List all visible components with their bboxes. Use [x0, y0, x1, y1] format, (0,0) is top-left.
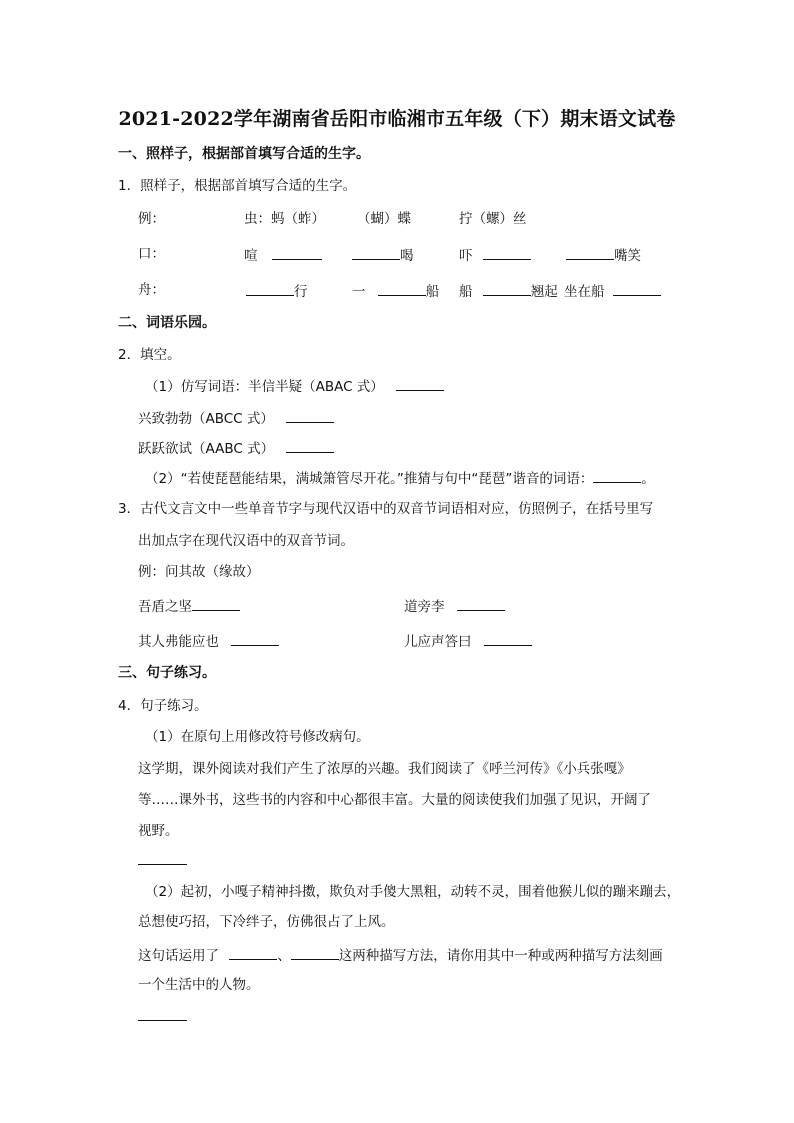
q2-part-1b-text: 兴致勃勃（ABCC 式）	[138, 411, 274, 427]
answer-blank[interactable]	[483, 245, 531, 260]
answer-blank[interactable]	[483, 281, 531, 296]
q1-boat-char-4: 坐在船	[564, 284, 605, 300]
q3-item-c-text: 其人弗能应也	[138, 634, 219, 650]
q2-part-2-text: （2）“若使琵琶能结果，满城箫管尽开花。”推猜与句中“琵琶”谐音的词语：	[145, 471, 594, 487]
q4-part-2-text-c: 这两种描写方法，请你用其中一种或两种描写方法刻画	[338, 948, 663, 964]
q1-example-3: 拧（螺）丝	[459, 211, 527, 227]
q1-boat-char-3a: 船	[459, 284, 473, 300]
q1-boat-char-1: 行	[294, 284, 308, 300]
section-heading-2: 二、词语乐园。	[118, 315, 216, 331]
question-3-stem-2: 出加点字在现代汉语中的双音节词。	[138, 533, 354, 549]
answer-blank[interactable]	[138, 1006, 187, 1021]
q4-part-2-text-b: 、	[277, 948, 291, 964]
q1-mouth-char-4: 嘴笑	[614, 248, 641, 264]
q4-part-2-line-2: 总想使巧招，下冷绊子，仿佛很占了上风。	[138, 914, 395, 930]
q3-item-a	[138, 596, 240, 616]
q4-paragraph-line-2: 等……课外书，这些书的内容和中心都很丰富。大量的阅读使我们加强了见识，开阔了	[138, 792, 651, 808]
q2-part-1	[145, 376, 444, 396]
q1-mouth-label: 口：	[138, 246, 165, 262]
section-heading-3: 三、句子练习。	[118, 665, 216, 681]
q2-part-1c-text: 跃跃欲试（AABC 式）	[138, 441, 275, 457]
q1-mouth-char-3: 吓	[459, 248, 473, 264]
answer-blank[interactable]	[593, 468, 641, 483]
question-3-stem-1: 3．古代文言文中一些单音节字与现代汉语中的双音节词语相对应，仿照例子，在括号里写	[118, 501, 654, 517]
answer-blank[interactable]	[566, 245, 614, 260]
q4-part-2-answer[interactable]	[138, 1006, 187, 1021]
q2-part-2-end: 。	[641, 471, 655, 487]
q1-boat-item-2	[352, 281, 439, 301]
q4-part-2-line-3	[138, 945, 663, 965]
question-4-stem: 4．句子练习。	[118, 698, 208, 714]
q1-boat-item-3	[459, 281, 558, 301]
answer-blank[interactable]	[229, 945, 277, 960]
answer-blank[interactable]	[231, 631, 279, 646]
answer-blank[interactable]	[138, 850, 187, 865]
q1-boat-char-2b: 船	[425, 284, 440, 300]
q2-part-1b	[138, 408, 334, 428]
q4-part-2-line-1: （2）起初，小嘎子精神抖擞，欺负对手傻大黑粗，动转不灵，围着他猴儿似的蹦来蹦去，	[145, 884, 681, 900]
q1-boat-item-1	[246, 281, 308, 301]
q3-example: 例：问其故（缘故）	[138, 564, 260, 580]
question-1-stem: 1．照样子，根据部首填写合适的生字。	[118, 178, 357, 194]
answer-blank[interactable]	[613, 281, 661, 296]
q4-paragraph-line-3: 视野。	[138, 823, 179, 839]
answer-blank[interactable]	[246, 281, 294, 296]
q1-mouth-char-1: 喧	[244, 248, 258, 264]
answer-blank[interactable]	[286, 438, 334, 453]
answer-blank[interactable]	[272, 245, 322, 260]
q4-part-1: （1）在原句上用修改符号修改病句。	[145, 729, 370, 745]
q3-item-a-text: 吾盾之坚	[138, 599, 192, 615]
answer-blank[interactable]	[484, 631, 532, 646]
q3-item-d-text: 儿应声答曰	[404, 634, 472, 650]
q1-example-2: （蝴）蝶	[357, 211, 411, 227]
answer-blank[interactable]	[352, 245, 400, 260]
answer-blank[interactable]	[396, 376, 444, 391]
q4-part-1-answer[interactable]	[138, 850, 187, 865]
q4-paragraph-line-1: 这学期，课外阅读对我们产生了浓厚的兴趣。我们阅读了《呼兰河传》《小兵张嘎》	[138, 761, 631, 777]
q4-part-2-text-a: 这句话运用了	[138, 948, 219, 964]
q1-boat-item-4	[564, 281, 661, 301]
q1-boat-label: 舟：	[138, 282, 165, 298]
answer-blank[interactable]	[291, 945, 339, 960]
q3-item-b	[404, 596, 505, 616]
q3-item-d	[404, 631, 532, 651]
q1-example-1: 虫：蚂（蚱）	[244, 211, 325, 227]
q1-mouth-char-2: 喝	[400, 248, 414, 264]
question-2-stem: 2．填空。	[118, 347, 181, 363]
section-heading-1: 一、照样子，根据部首填写合适的生字。	[118, 146, 370, 162]
q1-mouth-item-4	[566, 245, 641, 265]
q1-boat-char-3b: 翘起	[530, 284, 558, 300]
q1-boat-char-2a: 一	[352, 284, 366, 300]
answer-blank[interactable]	[192, 596, 240, 611]
q1-mouth-item-1	[244, 245, 322, 265]
q1-mouth-item-2	[352, 245, 414, 265]
q2-part-2	[145, 468, 655, 488]
q2-part-1-text: （1）仿写词语：半信半疑（ABAC 式）	[145, 379, 384, 395]
page-title: 2021-2022学年湖南省岳阳市临湘市五年级（下）期末语文试卷	[118, 108, 676, 130]
answer-blank[interactable]	[378, 281, 426, 296]
q1-mouth-item-3	[459, 245, 531, 265]
answer-blank[interactable]	[457, 596, 505, 611]
q4-part-2-line-4: 一个生活中的人物。	[138, 977, 260, 993]
q1-example-label: 例：	[138, 211, 165, 227]
answer-blank[interactable]	[286, 408, 334, 423]
q3-item-c	[138, 631, 279, 651]
q2-part-1c	[138, 438, 334, 458]
q3-item-b-text: 道旁李	[404, 599, 445, 615]
